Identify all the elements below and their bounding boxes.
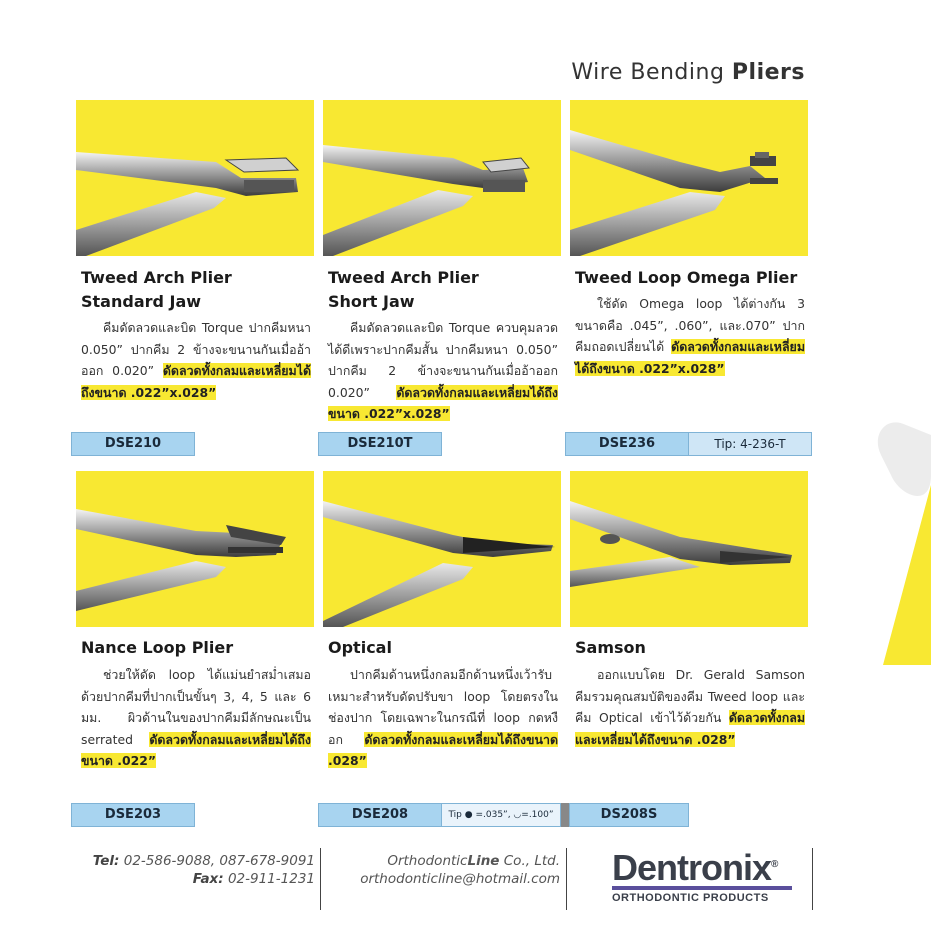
product-description <box>328 317 558 425</box>
product-name <box>328 266 479 314</box>
product-photo-4 <box>76 471 314 627</box>
product-photo-5 <box>323 471 561 627</box>
pliers-photo <box>323 100 561 256</box>
product-code: DSE210T <box>318 432 442 456</box>
product-code: DSE210 <box>71 432 195 456</box>
description-text: ใช้ดัด Omega loop ได้ต่างกัน 3 ขนาดคือ .045”, .060”, และ.070” ปากคีมถอดเปลี่ยนได้ <box>575 296 805 354</box>
product-code: DSE203 <box>71 803 195 827</box>
description-highlight: ดัดลวดทั้งกลมและเหลี่ยมได้ถึงขนาด .028” <box>575 710 805 747</box>
description-highlight: ดัดลวดทั้งกลมและเหลี่ยมได้ถึงขนาด .022”x.028” <box>328 384 558 421</box>
product-name-line1: Optical <box>328 638 392 657</box>
footer-divider <box>320 848 321 910</box>
product-name-line1: Tweed Loop Omega Plier <box>575 268 798 287</box>
fax-label: Fax: <box>192 871 224 887</box>
product-code: DS208S <box>569 803 689 827</box>
fax-number: 02-911-1231 <box>227 871 315 887</box>
description-highlight: ดัดลวดทั้งกลมและเหลี่ยมได้ถึงขนาด .028” <box>328 731 558 768</box>
product-name-line2: Short Jaw <box>328 292 415 311</box>
page-title-light: Wire Bending <box>571 60 725 85</box>
product-code: DSE208 <box>318 803 442 827</box>
pliers-photo <box>76 100 314 256</box>
product-code: DSE236 <box>565 432 689 456</box>
product-name <box>81 636 233 660</box>
product-name-line2: Standard Jaw <box>81 292 202 311</box>
logo-registered: ® <box>771 859 778 870</box>
divider-bar <box>561 803 569 827</box>
product-name <box>575 636 646 660</box>
product-description <box>575 293 805 379</box>
product-description <box>328 664 558 772</box>
description-highlight: ดัดลวดทั้งกลมและเหลี่ยมได้ถึงขนาด .022”x.028” <box>81 363 311 400</box>
description-text: ปากคีมด้านหนึ่งกลมอีกด้านหนึ่งเว้ารับ เหมาะสำหรับดัดปรับขา loop โดยตรงในช่องปาก โดยเฉพาะในกรณีที่ loop กดหงือก <box>328 667 558 747</box>
product-name <box>81 266 232 314</box>
description-text: ออกแบบโดย Dr. Gerald Samson คีมรวมคุณสมบัติของคีม Tweed loop และคีม Optical เข้าไว้ด้วยกัน <box>575 667 805 725</box>
tel-number: 02-586-9088, 087-678-9091 <box>123 853 315 869</box>
product-photo-6 <box>570 471 808 627</box>
description-text: ช่วยให้ดัด loop ได้แม่นยำสม่ำเสมอ ด้วยปากคีมที่ปากเป็นขั้นๆ 3, 4, 5 และ 6 มม. ผิวด้านในของปากคีมมีลักษณะเป็น serrated <box>81 667 311 747</box>
product-photo-2 <box>323 100 561 256</box>
product-photo-1 <box>76 100 314 256</box>
product-name-line1: Nance Loop Plier <box>81 638 234 657</box>
pliers-photo <box>76 471 314 627</box>
product-name <box>328 636 392 660</box>
product-tip: Tip ● =.035”, ◡=.100” <box>441 803 561 827</box>
company-info <box>330 852 560 888</box>
page-title <box>571 60 805 85</box>
product-name-line1: Tweed Arch Plier <box>81 268 232 287</box>
footer-divider <box>812 848 813 910</box>
product-description <box>575 664 805 750</box>
pliers-photo <box>570 471 808 627</box>
product-name <box>575 266 797 290</box>
dentronix-logo <box>612 845 812 904</box>
description-highlight: ดัดลวดทั้งกลมและเหลี่ยมได้ถึงขนาด .022” <box>81 731 311 768</box>
company-email[interactable]: orthodonticline@hotmail.com <box>360 871 560 887</box>
description-text: คีมดัดลวดและบิด Torque ปากคีมหนา 0.050” ปากคีม 2 ข้างจะขนานกันเมื่ออ้าออก 0.020” <box>81 320 311 378</box>
product-tip: Tip: 4-236-T <box>688 432 812 456</box>
product-description <box>81 664 311 772</box>
tel-label: Tel: <box>92 853 120 869</box>
description-text: คีมดัดลวดและบิด Torque ควบคุมลวดได้ดีเพราะปากคีมสั้น ปากคีมหนา 0.050” ปากคีม 2 ข้างจะขนานกันเมื่ออ้าออก 0.020” <box>328 320 558 400</box>
logo-word: Dentronix <box>612 847 772 888</box>
page-title-bold: Pliers <box>731 60 805 85</box>
decorative-slash <box>791 415 931 675</box>
pliers-photo <box>570 100 808 256</box>
product-photo-3 <box>570 100 808 256</box>
company-suffix: Co., Ltd. <box>499 853 560 869</box>
company-bold: Line <box>467 853 500 869</box>
product-name-line1: Samson <box>575 638 646 657</box>
company-prefix: Orthodontic <box>387 853 468 869</box>
footer-divider <box>566 848 567 910</box>
description-highlight: ดัดลวดทั้งกลมและเหลี่ยมได้ถึงขนาด .022”x.028” <box>575 339 805 376</box>
product-name-line1: Tweed Arch Plier <box>328 268 479 287</box>
pliers-photo <box>323 471 561 627</box>
contact-phone-fax <box>70 852 315 888</box>
logo-subtitle: ORTHODONTIC PRODUCTS <box>612 892 769 904</box>
product-description <box>81 317 311 403</box>
